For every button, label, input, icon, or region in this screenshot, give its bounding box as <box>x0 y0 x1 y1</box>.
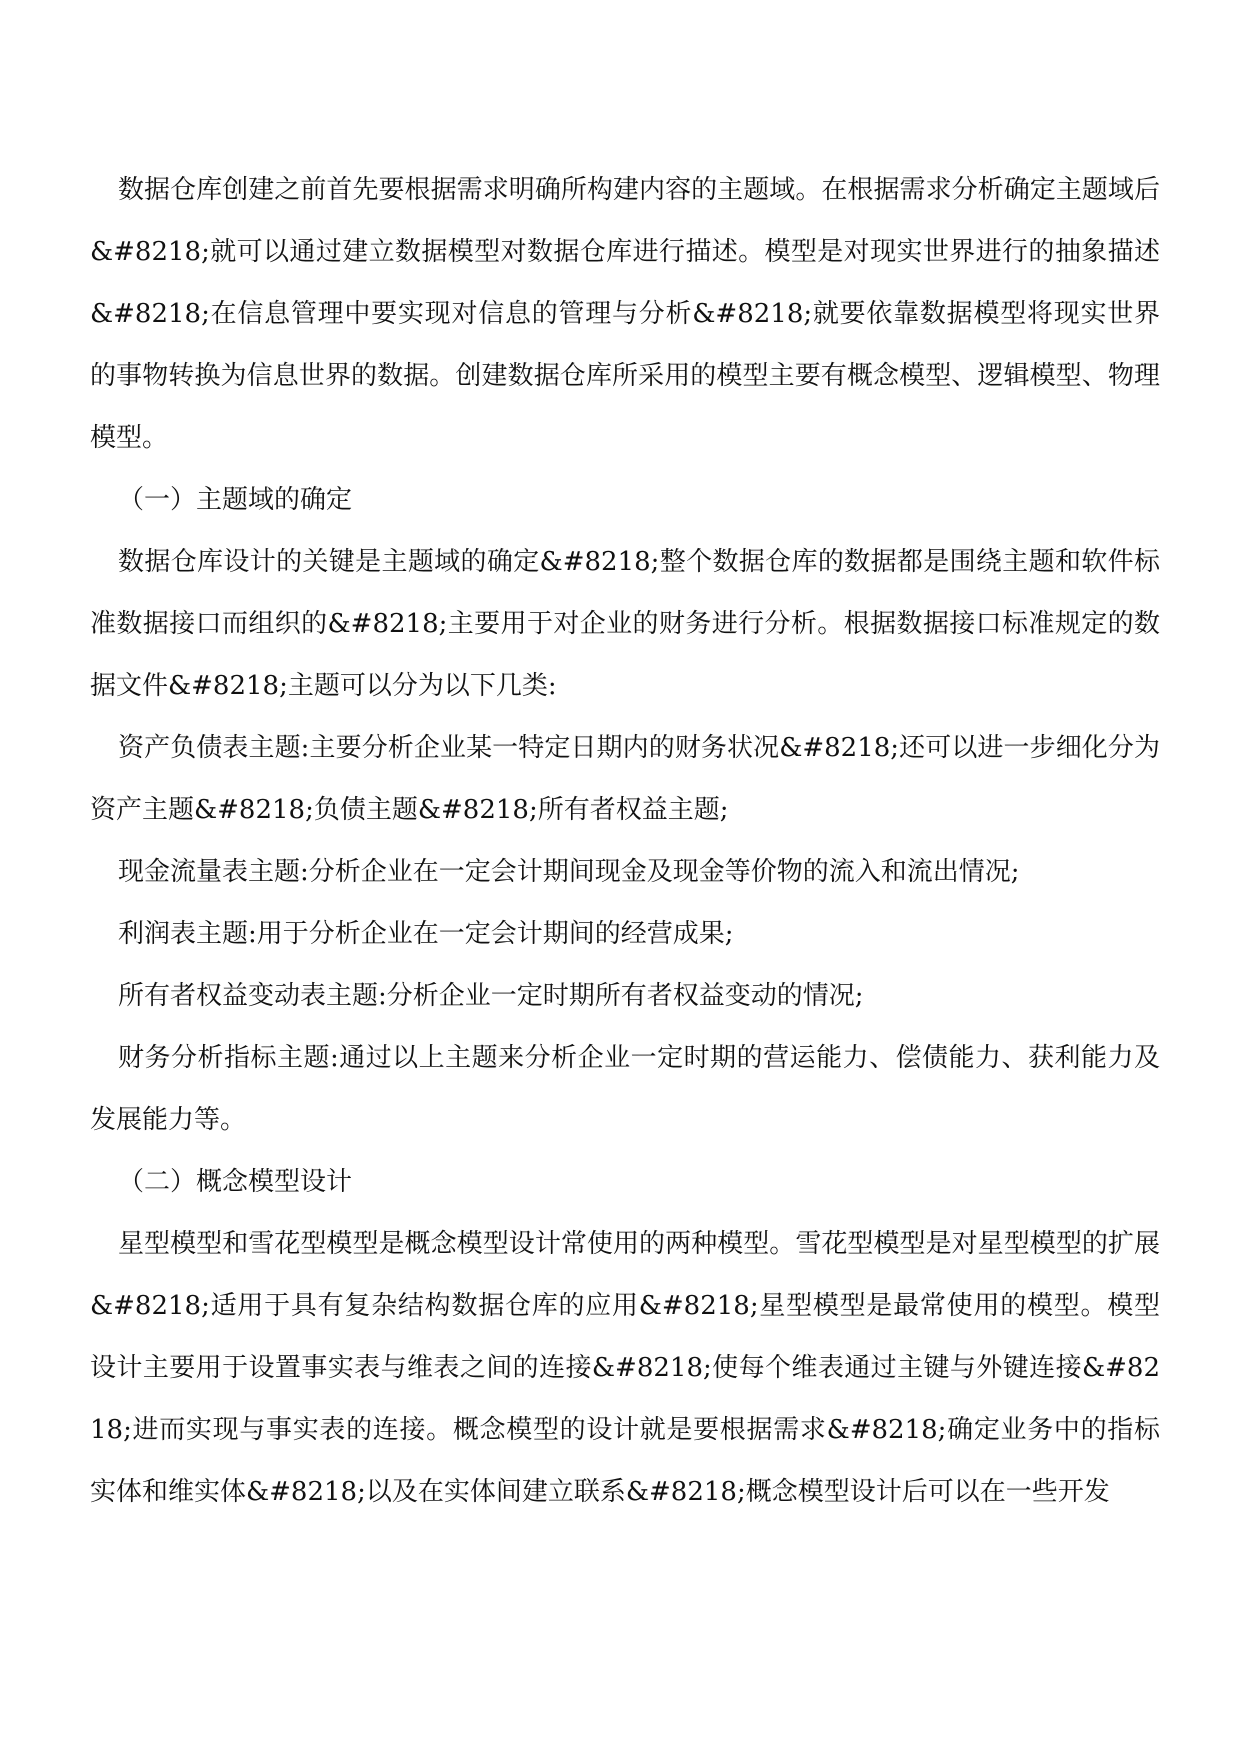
section-heading-concept-model: （二）概念模型设计 <box>118 1167 353 1197</box>
paragraph-equity-change-subject: 所有者权益变动表主题:分析企业一定时期所有者权益变动的情况; <box>118 981 864 1011</box>
paragraph-cash-flow-subject: 现金流量表主题:分析企业在一定会计期间现金及现金等价物的流入和流出情况; <box>118 857 1020 887</box>
paragraph-balance-sheet-subject: 资产负债表主题:主要分析企业某一特定日期内的财务状况&#8218;还可以进一步细化分为资产主题&#8218;负债主题&#8218;所有者权益主题; <box>90 733 1160 825</box>
paragraph-intro: 数据仓库创建之前首先要根据需求明确所构建内容的主题域。在根据需求分析确定主题域后&#8218;就可以通过建立数据模型对数据仓库进行描述。模型是对现实世界进行的抽象描述&#8218;在信息管理中要实现对信息的管理与分析&#8218;就要依靠数据模型将现实世界的事物转换为信息世界的数据。创建数据仓库所采用的模型主要有概念模型、逻辑模型、物理模型。 <box>90 175 1160 453</box>
document-body <box>90 159 1160 1523</box>
paragraph-concept-model: 星型模型和雪花型模型是概念模型设计常使用的两种模型。雪花型模型是对星型模型的扩展&#8218;适用于具有复杂结构数据仓库的应用&#8218;星型模型是最常使用的模型。模型设计主要用于设置事实表与维表之间的连接&#8218;使每个维表通过主键与外键连接&#8218;进而实现与事实表的连接。概念模型的设计就是要根据需求&#8218;确定业务中的指标实体和维实体&#8218;以及在实体间建立联系&#8218;概念模型设计后可以在一些开发 <box>90 1229 1160 1507</box>
paragraph-income-statement-subject: 利润表主题:用于分析企业在一定会计期间的经营成果; <box>118 919 734 949</box>
paragraph-financial-indicator-subject: 财务分析指标主题:通过以上主题来分析企业一定时期的营运能力、偿债能力、获利能力及发展能力等。 <box>90 1043 1160 1135</box>
section-heading-subject-area: （一）主题域的确定 <box>118 485 353 515</box>
paragraph-subject-area-key: 数据仓库设计的关键是主题域的确定&#8218;整个数据仓库的数据都是围绕主题和软件标准数据接口而组织的&#8218;主要用于对企业的财务进行分析。根据数据接口标准规定的数据文件&#8218;主题可以分为以下几类: <box>90 547 1160 701</box>
